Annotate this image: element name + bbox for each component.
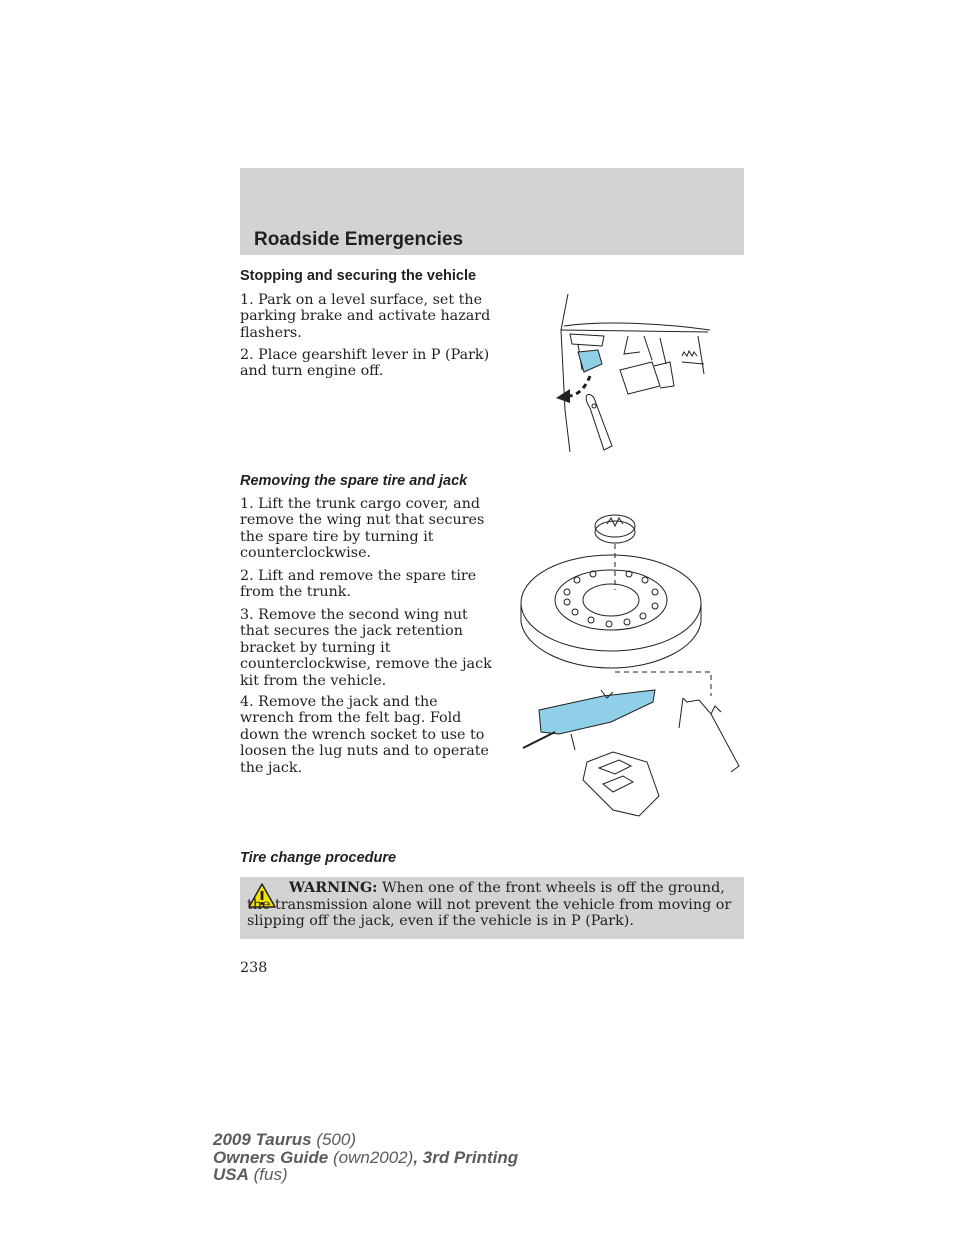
step-removing-2: 2. Lift and remove the spare tire from the trunk. xyxy=(240,568,477,601)
footer-guide-code: (own2002) xyxy=(328,1147,414,1167)
step-stopping-2: 2. Place gearshift lever in P (Park) and turn engine off. xyxy=(240,347,490,380)
warning-body: When one of the front wheels is off the ground, the transmission alone will not prevent the vehicle from moving or slipping off the jack, even if the vehicle is in P (Park). xyxy=(247,880,732,930)
footer-market: USA xyxy=(213,1165,249,1184)
warning-box xyxy=(240,877,744,939)
heading-stopping: Stopping and securing the vehicle xyxy=(240,268,477,284)
step-stopping-1: 1. Park on a level surface, set the parking brake and activate hazard flashers. xyxy=(240,292,491,341)
footer-market-code: (fus) xyxy=(248,1165,288,1184)
spare-tire-and-jack-illustration xyxy=(515,500,750,825)
step-removing-4: 4. Remove the jack and the wrench from the felt bag. Fold down the wrench socket to use to loosen the lug nuts and to operate the jack. xyxy=(240,694,489,776)
section-title: Roadside Emergencies xyxy=(254,229,464,250)
warning-label: WARNING: xyxy=(289,880,378,896)
heading-tire-change: Tire change procedure xyxy=(240,850,397,866)
warning-text xyxy=(247,880,735,930)
footer-model: 2009 Taurus xyxy=(213,1130,312,1149)
footer-printing: , 3rd Printing xyxy=(413,1147,519,1167)
page-number: 238 xyxy=(240,960,268,976)
footer-model-code: (500) xyxy=(311,1130,357,1149)
gearshift-illustration xyxy=(548,290,713,458)
footer-guide: Owners Guide xyxy=(213,1147,329,1167)
heading-removing: Removing the spare tire and jack xyxy=(240,473,468,489)
step-removing-3: 3. Remove the second wing nut that secures the jack retention bracket by turning it counterclockwise, remove the jack kit from the vehicle. xyxy=(240,607,492,689)
step-removing-1: 1. Lift the trunk cargo cover, and remove the wing nut that secures the spare tire by turning it counterclockwise. xyxy=(240,496,485,562)
section-header-band xyxy=(240,168,744,255)
footer-print-info xyxy=(213,1131,518,1184)
